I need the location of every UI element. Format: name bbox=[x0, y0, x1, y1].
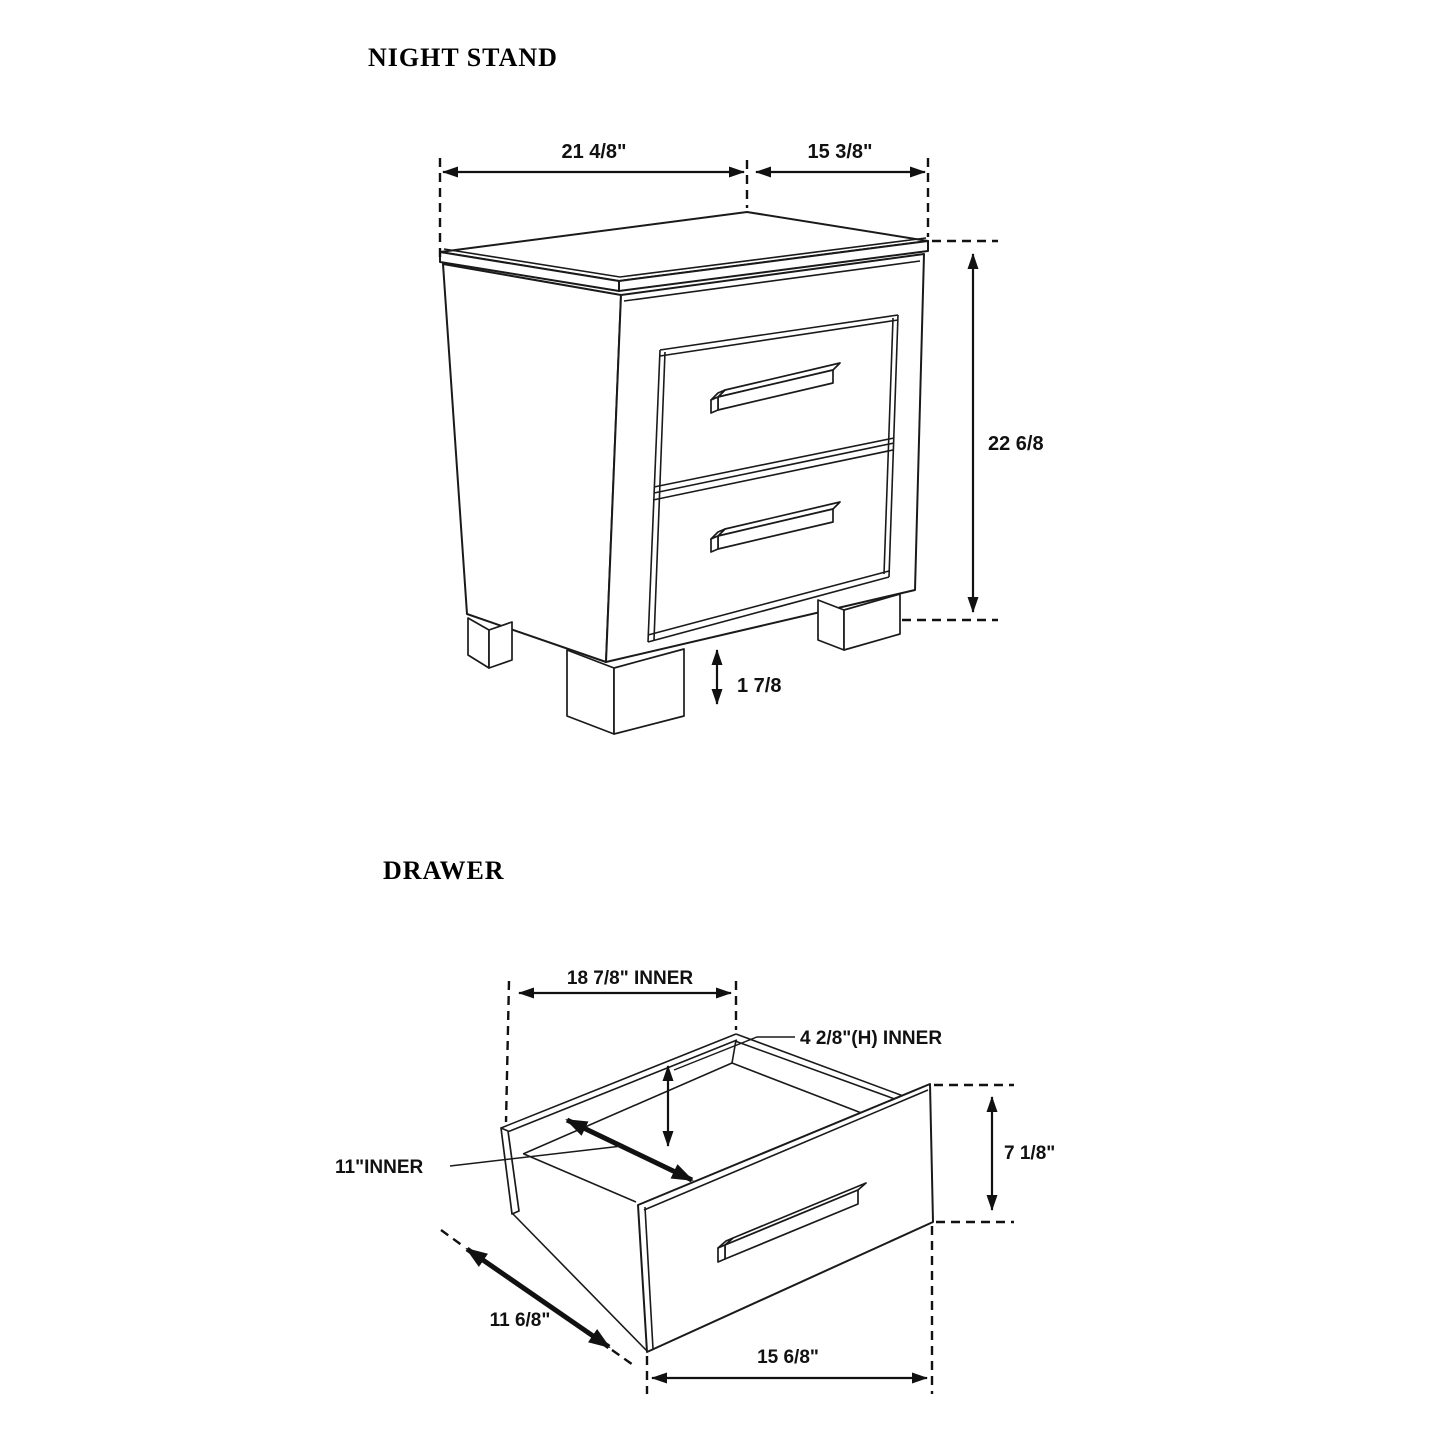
dim-inner-width-label: 18 7/8" INNER bbox=[566, 968, 694, 989]
dim-inner-depth bbox=[335, 1146, 622, 1178]
nightstand-title: NIGHT STAND bbox=[368, 43, 558, 72]
drawer-title: DRAWER bbox=[383, 856, 505, 885]
drawer-figure bbox=[335, 856, 1055, 1394]
dim-overall-height-label: 22 6/8 bbox=[988, 433, 1044, 455]
dim-side-depth-label: 11 6/8" bbox=[489, 1310, 551, 1331]
dim-leg-height bbox=[717, 650, 781, 704]
dim-side-depth bbox=[441, 1230, 636, 1367]
nightstand-figure bbox=[368, 43, 1044, 734]
dim-leg-height-label: 1 7/8 bbox=[737, 675, 782, 697]
dim-front-width-label: 15 6/8" bbox=[757, 1347, 819, 1368]
dim-front-height bbox=[934, 1085, 1055, 1222]
nightstand-body bbox=[443, 254, 924, 662]
dim-inner-width bbox=[506, 968, 736, 1122]
dim-front-height-label: 7 1/8" bbox=[1004, 1143, 1056, 1164]
dim-inner-depth-label: 11"INNER bbox=[335, 1157, 424, 1178]
dim-top-depth-label: 15 3/8" bbox=[807, 141, 873, 163]
dim-inner-height-label: 4 2/8"(H) INNER bbox=[800, 1028, 943, 1049]
dim-top-width-label: 21 4/8" bbox=[561, 141, 627, 163]
